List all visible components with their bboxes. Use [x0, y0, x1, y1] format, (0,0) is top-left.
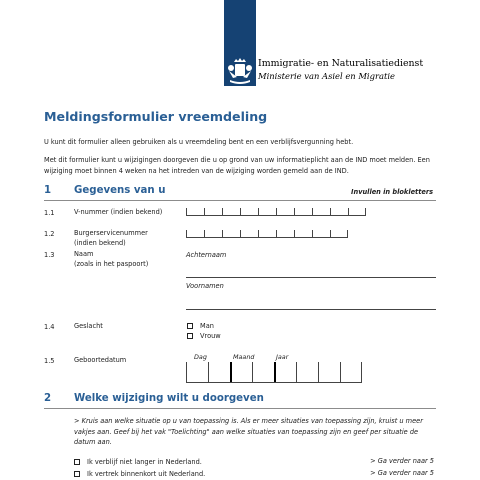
ministry-name: Ministerie van Asiel en Migratie — [258, 71, 395, 81]
v-number-cell[interactable] — [204, 208, 222, 216]
checkbox-man[interactable] — [187, 323, 193, 329]
page-title: Meldingsformulier vreemdeling — [44, 109, 268, 124]
surname-caption: Achternaam — [186, 251, 227, 259]
year-digit-cell[interactable] — [318, 362, 340, 382]
bsn-field[interactable] — [186, 230, 348, 238]
bsn-cell[interactable] — [240, 230, 258, 238]
q15-label: Geboortedatum — [74, 356, 127, 364]
goto-5-second: > Ga verder naar 5 — [370, 469, 434, 477]
v-number-cell[interactable] — [348, 208, 366, 216]
v-number-cell[interactable] — [240, 208, 258, 216]
q14-label: Geslacht — [74, 322, 103, 330]
q11-label: V-nummer (indien bekend) — [74, 208, 163, 216]
v-number-cell[interactable] — [294, 208, 312, 216]
day-digit-cell[interactable] — [208, 362, 230, 382]
gender-man-label: Man — [200, 322, 214, 330]
checkbox-not-residing[interactable] — [74, 459, 80, 465]
bsn-cell[interactable] — [222, 230, 240, 238]
month-digit-cell[interactable] — [252, 362, 274, 382]
bsn-cell[interactable] — [294, 230, 312, 238]
option-not-residing-label: Ik verblijf niet langer in Nederland. — [87, 458, 202, 466]
checkbox-woman[interactable] — [187, 333, 193, 339]
surname-input-line[interactable] — [186, 277, 436, 278]
v-number-cell[interactable] — [330, 208, 348, 216]
v-number-cell[interactable] — [258, 208, 276, 216]
org-name: Immigratie- en Naturalisatiedienst — [258, 58, 424, 69]
checkbox-leaving-soon[interactable] — [74, 471, 80, 477]
section-2-rule — [44, 408, 436, 409]
v-number-field[interactable] — [186, 208, 366, 216]
gender-woman-label: Vrouw — [200, 332, 221, 340]
bsn-cell[interactable] — [258, 230, 276, 238]
section-1-rule — [44, 200, 436, 201]
v-number-cell[interactable] — [312, 208, 330, 216]
q12-label-line2: (indien bekend) — [74, 239, 126, 247]
section-2-instruction: > Kruis aan welke situatie op u van toepassing is. Als er meer situaties van toepassing zijn, kruist u meer vakjes aan. Geef bij het vak "Toelichting" aan welke situaties van toepassing zijn en geef per situatie de datum aan. — [74, 417, 423, 446]
bsn-cell[interactable] — [186, 230, 204, 238]
blokletters-note: Invullen in blokletters — [351, 188, 433, 196]
year-caption: Jaar — [276, 353, 289, 361]
gender-option-woman[interactable] — [187, 332, 221, 340]
q15-number: 1.5 — [44, 357, 55, 365]
option-not-residing[interactable] — [74, 458, 202, 466]
crest-icon — [225, 56, 255, 86]
year-digit-cell[interactable] — [296, 362, 318, 382]
day-digit-cell[interactable] — [186, 362, 208, 382]
option-leaving-soon-label: Ik vertrek binnenkort uit Nederland. — [87, 470, 206, 478]
q12-label-line1: Burgerservicenummer — [74, 229, 148, 237]
v-number-cell[interactable] — [186, 208, 204, 216]
option-leaving-soon[interactable] — [74, 470, 205, 478]
bsn-cell[interactable] — [312, 230, 330, 238]
section-2-title: Welke wijziging wilt u doorgeven — [74, 393, 264, 404]
month-caption: Maand — [233, 353, 255, 361]
firstnames-caption: Voornamen — [186, 282, 224, 290]
goto-5-first: > Ga verder naar 5 — [370, 457, 434, 465]
q13-label-line1: Naam — [74, 250, 94, 258]
q13-number: 1.3 — [44, 251, 55, 259]
year-digit-cell[interactable] — [274, 362, 296, 382]
v-number-cell[interactable] — [276, 208, 294, 216]
section-1-number: 1 — [44, 185, 52, 196]
q12-number: 1.2 — [44, 230, 55, 238]
bsn-cell[interactable] — [204, 230, 222, 238]
bsn-cell[interactable] — [276, 230, 294, 238]
q13-label-line2: (zoals in het paspoort) — [74, 260, 149, 268]
v-number-cell[interactable] — [222, 208, 240, 216]
intro-paragraph-2: Met dit formulier kunt u wijzigingen doorgeven die u op grond van uw informatieplicht aan de IND moet melden. Een wijziging moet binnen 4 weken na het intreden van de wijziging worden gemeld aan de IND. — [44, 156, 430, 175]
q14-number: 1.4 — [44, 323, 55, 331]
section-1-title: Gegevens van u — [74, 185, 166, 196]
q11-number: 1.1 — [44, 209, 55, 217]
year-digit-cell[interactable] — [340, 362, 362, 382]
firstnames-input-line[interactable] — [186, 309, 436, 310]
section-2-number: 2 — [44, 393, 52, 404]
day-caption: Dag — [194, 353, 207, 361]
birthdate-field[interactable] — [186, 362, 362, 383]
intro-paragraph-1: U kunt dit formulier alleen gebruiken als u vreemdeling bent en een verblijfsvergunning hebt. — [44, 138, 354, 146]
bsn-cell[interactable] — [330, 230, 348, 238]
gender-option-man[interactable] — [187, 322, 214, 330]
month-digit-cell[interactable] — [230, 362, 252, 382]
